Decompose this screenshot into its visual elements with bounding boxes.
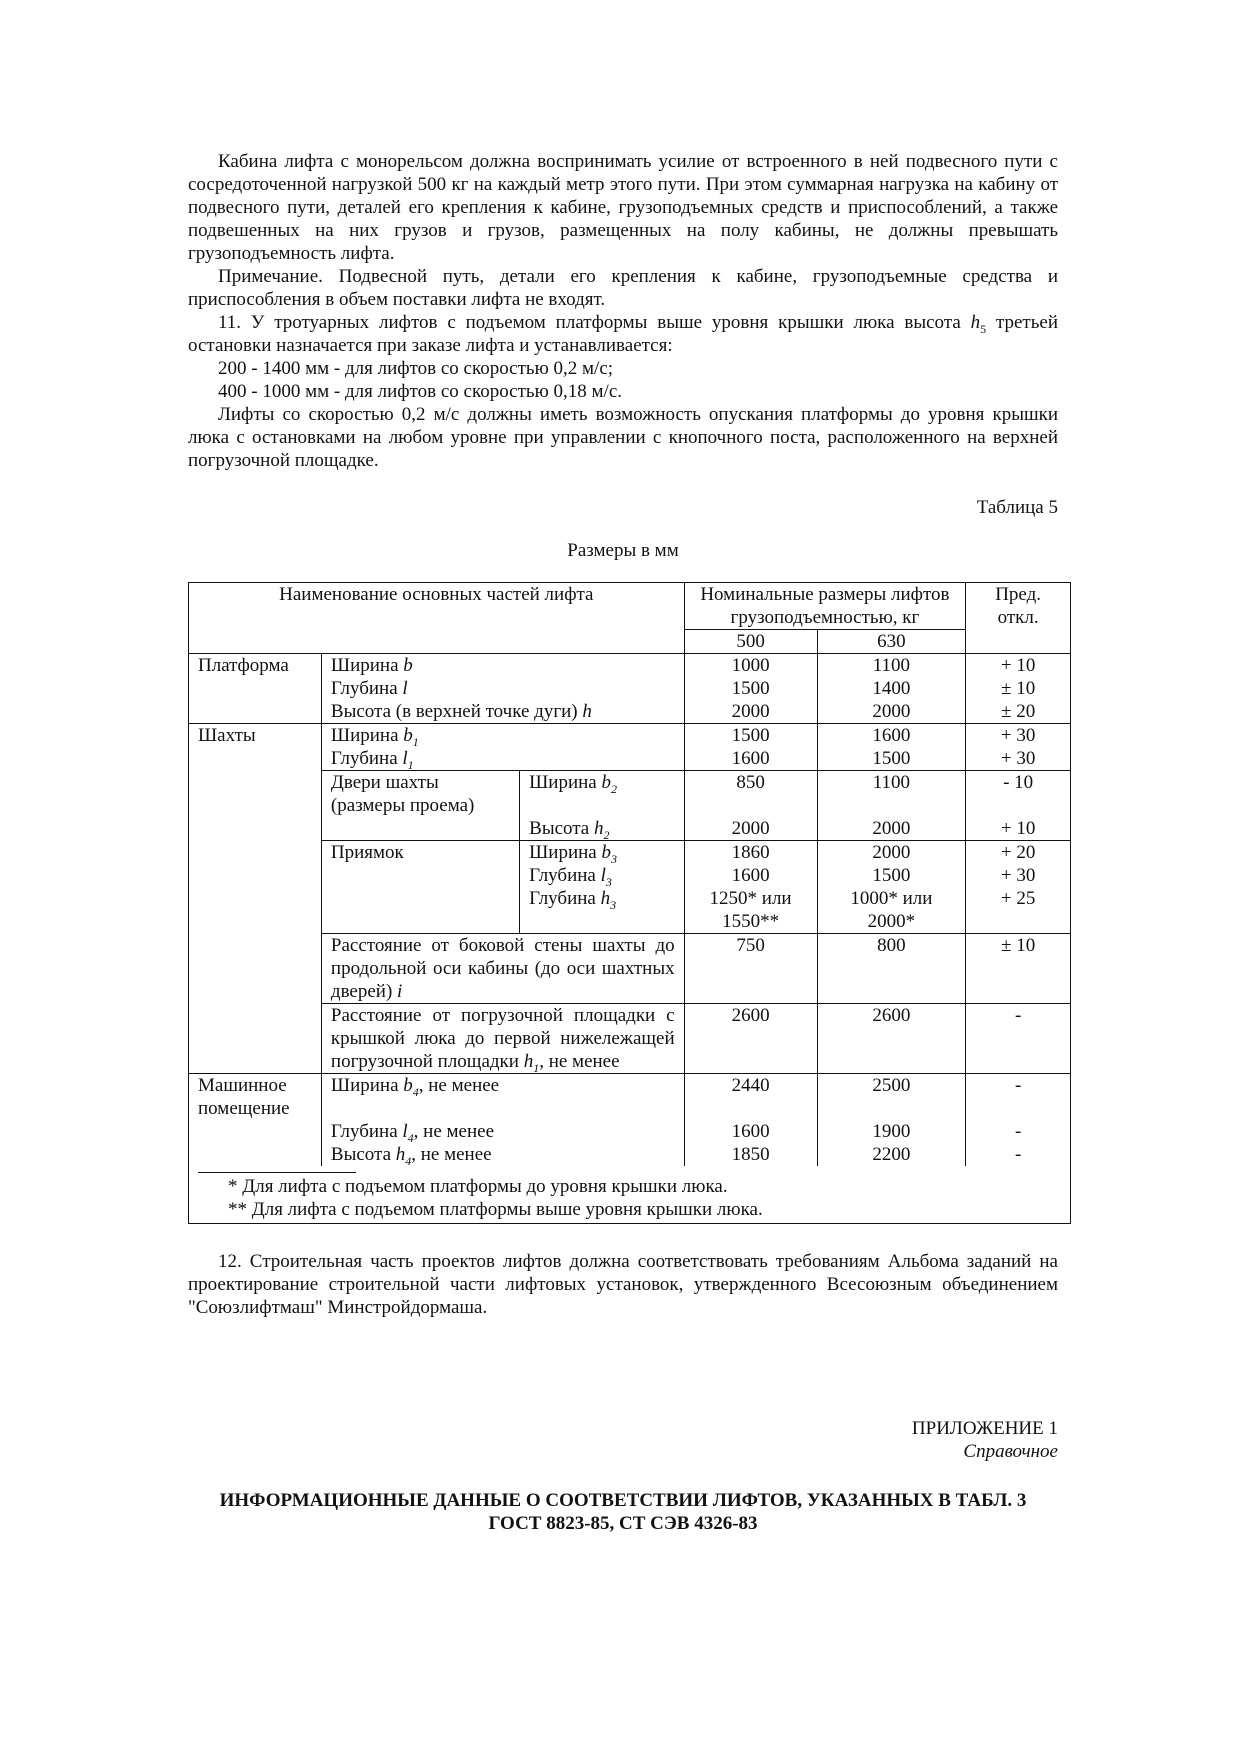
doors-width-var: b	[601, 772, 611, 793]
cell-value: + 10	[1000, 818, 1036, 839]
header-nominal: Номинальные размеры лифтов грузоподъемностью, кг	[684, 583, 966, 630]
landing-distance-label	[321, 1004, 684, 1074]
machine-width-suffix: , не менее	[418, 1075, 500, 1096]
spacer	[529, 794, 674, 817]
shaft-width-sub: 1	[412, 734, 419, 749]
platform-height-label: Высота (в верхней точке дуги)	[330, 701, 578, 722]
shaft-depth-var: l	[402, 748, 408, 769]
paragraph-12: 12. Строительная часть проектов лифтов должна соответствовать требованиям Альбома заданий на проектирование строительной части лифтовых установок, утвержденного Всесоюзным объединением "Союзлифтмаш" Минстройдормаша.	[188, 1251, 1058, 1318]
doors-630	[817, 771, 966, 841]
cell-value: -	[1014, 1121, 1022, 1142]
cell-value: 2000	[731, 701, 770, 722]
machine-width-var: b	[403, 1075, 413, 1096]
cell-value: 1000	[731, 655, 770, 676]
shaft-params	[321, 724, 684, 771]
doors-tol	[966, 771, 1071, 841]
paragraph-range-1: 200 - 1400 мм - для лифтов со скоростью 0,2 м/с;	[218, 358, 614, 379]
cell-value: + 30	[1000, 865, 1036, 886]
pit-params	[520, 841, 684, 934]
platform-depth-var: l	[402, 678, 408, 699]
cell-value: - 10	[1003, 772, 1034, 793]
paragraph-range-2: 400 - 1000 мм - для лифтов со скоростью 0,18 м/с.	[218, 381, 623, 402]
pit-depth-label: Глубина	[529, 865, 596, 886]
doors-params	[520, 771, 684, 841]
cell-value: 2000	[731, 818, 770, 839]
cell-value: 1400	[872, 678, 911, 699]
cell-value: + 25	[1000, 888, 1036, 909]
doors-height-var: h	[593, 818, 604, 839]
pit-depth-var: l	[600, 865, 606, 886]
pit-depth-h-label: Глубина	[529, 888, 596, 909]
table-row	[189, 724, 1071, 771]
machine-width	[331, 1074, 675, 1097]
side-distance-tol: ± 10	[966, 934, 1071, 1004]
cell-value: 1500	[731, 725, 770, 746]
machine-width-sub: 4	[412, 1084, 419, 1099]
cell-value: 1600	[731, 865, 770, 886]
doors-label: Двери шахты (размеры проема)	[321, 771, 519, 841]
header-cap-630: 630	[817, 630, 966, 654]
appendix-label: ПРИЛОЖЕНИЕ 1	[911, 1418, 1058, 1439]
platform-tol	[966, 654, 1071, 724]
doors-height-sub: 2	[603, 827, 610, 842]
cell-value: 1600	[731, 1121, 770, 1142]
machine-height	[331, 1143, 675, 1166]
platform-500	[684, 654, 817, 724]
cell-value: 850	[736, 772, 765, 793]
document-page	[188, 150, 1058, 1535]
machine-depth-var: l	[402, 1121, 408, 1142]
machine-tol	[966, 1074, 1071, 1167]
footnote-1: * Для лифта с подъемом платформы до уровня крышки люка.	[228, 1176, 728, 1197]
platform-height-var: h	[582, 701, 592, 722]
cell-value: -	[1014, 1075, 1022, 1096]
paragraph-speed: Лифты со скоростью 0,2 м/с должны иметь возможность опускания платформы до уровня крышки люка с остановками на любом уровне при управлении с кнопочного поста, расположенного на верхней погрузочной площадке.	[188, 404, 1058, 471]
platform-width	[331, 654, 675, 677]
landing-distance-500: 2600	[684, 1004, 817, 1074]
pit-width-var: b	[601, 842, 611, 863]
pit-500	[684, 841, 817, 934]
paragraph-11	[188, 311, 1058, 357]
doors-height-label: Высота	[529, 818, 590, 839]
doors-width	[529, 771, 674, 794]
table-row	[189, 934, 1071, 1004]
landing-distance-630: 2600	[817, 1004, 966, 1074]
side-distance-630: 800	[817, 934, 966, 1004]
landing-distance-sub: 1	[533, 1060, 540, 1075]
table-footnotes	[189, 1166, 1071, 1224]
shaft-width-label: Ширина	[330, 725, 399, 746]
landing-distance-tol: -	[966, 1004, 1071, 1074]
table-row	[189, 654, 1071, 724]
machine-depth-label: Глубина	[330, 1121, 398, 1142]
cell-value: 1500	[731, 678, 770, 699]
shaft-tol	[966, 724, 1071, 771]
paragraph-11-text-end: третьей остановки назначается при заказе лифта и устанавливается:	[188, 312, 1058, 356]
paragraph-11-text: 11. У тротуарных лифтов с подъемом платформы выше уровня крышки люка высота	[218, 312, 971, 333]
spacer	[827, 1097, 957, 1120]
paragraph-11-var: h	[970, 312, 981, 333]
pit-width	[529, 841, 674, 864]
machine-depth-sub: 4	[407, 1130, 414, 1145]
doors-width-label: Ширина	[529, 772, 597, 793]
platform-depth	[331, 677, 675, 700]
table-row	[189, 1074, 1071, 1167]
platform-width-label: Ширина	[330, 655, 399, 676]
shaft-depth	[331, 747, 675, 770]
pit-630	[817, 841, 966, 934]
pit-depth-h-var: h	[600, 888, 611, 909]
header-cap-500: 500	[684, 630, 817, 654]
spacer	[331, 1097, 675, 1120]
cell-value: 2000	[872, 842, 911, 863]
shaft-width-var: b	[403, 725, 413, 746]
doors-width-sub: 2	[611, 781, 617, 796]
paragraph-11-sub: 5	[980, 321, 987, 336]
cell-value: 1600	[731, 748, 770, 769]
appendix-title: ИНФОРМАЦИОННЫЕ ДАННЫЕ О СООТВЕТСТВИИ ЛИФТОВ, УКАЗАННЫХ В ТАБЛ. 3 ГОСТ 8823-85, СТ СЭВ 4326-83	[219, 1490, 1027, 1534]
spacer	[694, 1097, 808, 1120]
cell-value: 1500	[872, 865, 911, 886]
side-distance-var: i	[397, 981, 403, 1002]
cell-value: 1900	[872, 1121, 911, 1142]
side-distance-label	[321, 934, 684, 1004]
cell-value: + 10	[1000, 655, 1036, 676]
machine-500	[684, 1074, 817, 1167]
shaft-depth-label: Глубина	[330, 748, 398, 769]
landing-distance-suffix: , не менее	[539, 1051, 620, 1072]
header-name: Наименование основных частей лифта	[189, 583, 685, 654]
landing-distance-var: h	[523, 1051, 534, 1072]
machine-height-suffix: , не менее	[411, 1144, 492, 1165]
cell-value: 2440	[731, 1075, 770, 1096]
pit-depth	[529, 864, 674, 887]
paragraph-note: Примечание. Подвесной путь, детали его крепления к кабине, грузоподъемные средства и приспособления в объем поставки лифта не входят.	[188, 266, 1058, 310]
table-row	[189, 841, 1071, 934]
pit-tol	[966, 841, 1071, 934]
pit-width-sub: 3	[611, 851, 617, 866]
pit-label: Приямок	[321, 841, 519, 934]
table-units: Размеры в мм	[567, 540, 679, 561]
cell-value: -	[1014, 1144, 1022, 1165]
table-row	[189, 1004, 1071, 1074]
machine-height-label: Высота	[330, 1144, 391, 1165]
pit-width-label: Ширина	[529, 842, 597, 863]
shaft-depth-sub: 1	[407, 757, 414, 772]
group-platform: Платформа	[189, 654, 322, 724]
paragraph-monorail: Кабина лифта с монорельсом должна воспринимать усилие от встроенного в ней подвесного пути с сосредоточенной нагрузкой 500 кг на каждый метр этого пути. При этом суммарная нагрузка на кабину от подвесного пути, деталей его крепления к кабине, грузоподъемных средств и приспособлений, а также подвешенных на них грузов и грузов, размещенных на полу кабины, не должны превышать грузоподъемность лифта.	[188, 151, 1058, 264]
spacer	[827, 794, 957, 817]
cell-value: 2000	[872, 818, 911, 839]
platform-height	[331, 700, 675, 723]
landing-distance-text: Расстояние от погрузочной площадки с крышкой люка до первой нижележащей погрузочной площадки	[330, 1005, 675, 1072]
spacer	[975, 1097, 1061, 1120]
cell-value: + 30	[1000, 725, 1036, 746]
dimensions-table	[188, 582, 1071, 1224]
shaft-width	[331, 724, 675, 747]
cell-value: 1000* или 2000*	[850, 888, 933, 932]
table-caption: Таблица 5	[976, 497, 1058, 518]
platform-width-var: b	[403, 655, 413, 676]
pit-depth-h	[529, 887, 674, 910]
machine-height-sub: 4	[405, 1153, 412, 1168]
cell-value: 1100	[872, 655, 911, 676]
machine-width-label: Ширина	[330, 1075, 399, 1096]
platform-params	[321, 654, 684, 724]
spacer	[694, 794, 808, 817]
cell-value: + 20	[1000, 842, 1036, 863]
cell-value: ± 10	[1001, 678, 1036, 699]
cell-value: ± 20	[1001, 701, 1036, 722]
side-distance-text: Расстояние от боковой стены шахты до продольной оси кабины (до оси шахтных дверей)	[330, 935, 675, 1002]
cell-value: 2500	[872, 1075, 911, 1096]
platform-630	[817, 654, 966, 724]
table-header-row	[189, 583, 1071, 630]
cell-value: 1100	[872, 772, 911, 793]
cell-value: 1850	[731, 1144, 770, 1165]
group-machine-room: Машинное помещение	[189, 1074, 322, 1167]
group-shafts: Шахты	[189, 724, 322, 1074]
cell-value: 1500	[872, 748, 911, 769]
shaft-630	[817, 724, 966, 771]
machine-depth-suffix: , не менее	[413, 1121, 495, 1142]
machine-height-var: h	[395, 1144, 406, 1165]
platform-depth-label: Глубина	[330, 678, 398, 699]
side-distance-500: 750	[684, 934, 817, 1004]
table-footnotes-row	[189, 1166, 1071, 1224]
machine-630	[817, 1074, 966, 1167]
cell-value: 1600	[872, 725, 911, 746]
header-tolerance: Пред. откл.	[966, 583, 1071, 654]
table-row	[189, 771, 1071, 841]
cell-value: 2200	[872, 1144, 911, 1165]
appendix-sub: Справочное	[963, 1441, 1058, 1462]
cell-value: + 30	[1000, 748, 1036, 769]
pit-depth-sub: 3	[605, 874, 612, 889]
footnote-divider	[198, 1172, 356, 1173]
cell-value: 1250* или 1550**	[709, 888, 792, 932]
footnote-2: ** Для лифта с подъемом платформы выше уровня крышки люка.	[228, 1199, 763, 1220]
doors-height	[529, 817, 674, 840]
cell-value: 2000	[872, 701, 911, 722]
cell-value: 1860	[731, 842, 770, 863]
machine-params	[321, 1074, 684, 1167]
spacer	[975, 794, 1061, 817]
machine-depth	[331, 1120, 675, 1143]
pit-depth-h-sub: 3	[610, 897, 617, 912]
shaft-500	[684, 724, 817, 771]
doors-500	[684, 771, 817, 841]
